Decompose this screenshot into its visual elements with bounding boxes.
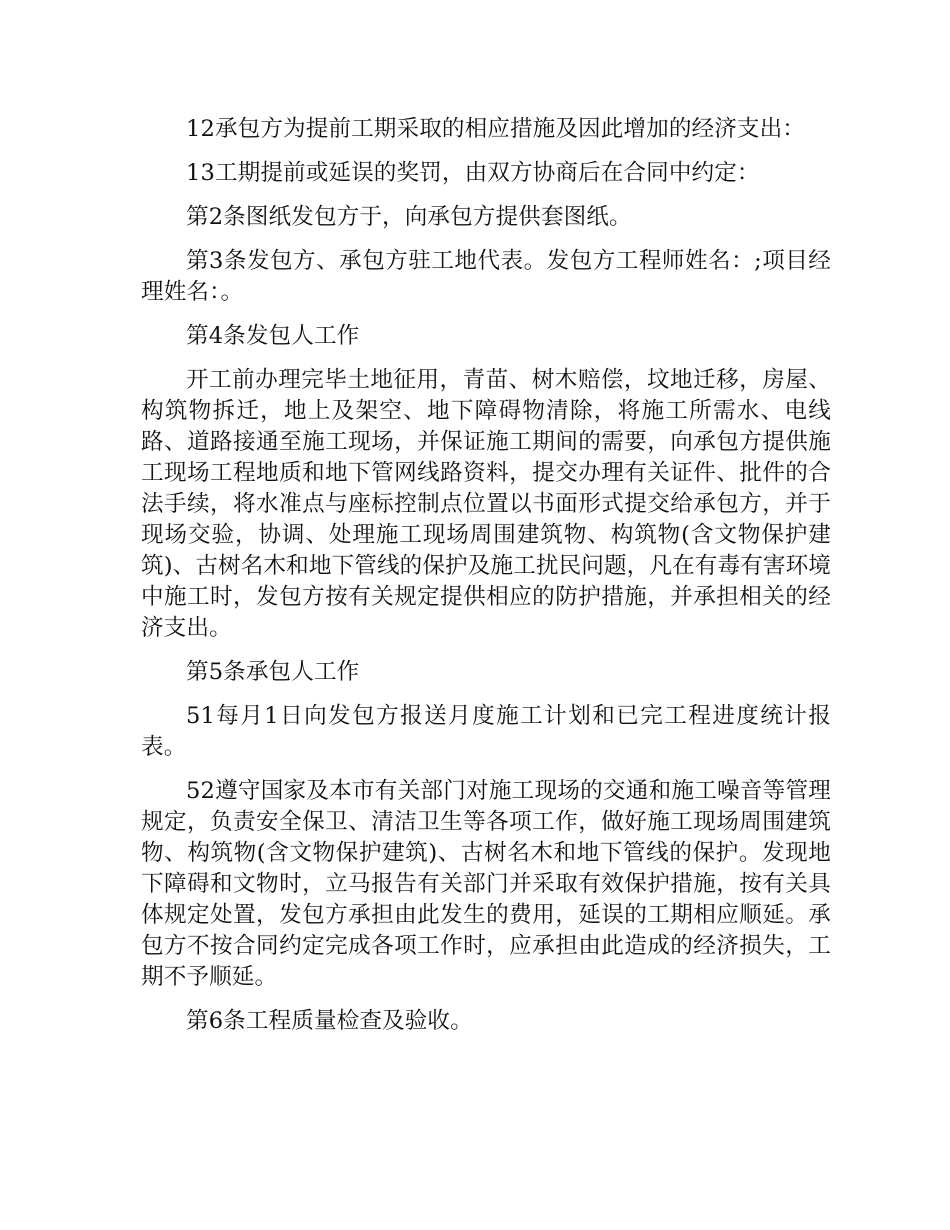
heading-article-5: 第5条承包人工作: [186, 659, 360, 685]
paragraph-13-penalty: 13工期提前或延误的奖罚，由双方协商后在合同中约定：: [186, 160, 760, 186]
paragraph-article-3: 第3条发包方、承包方驻工地代表。发包方工程师姓名：;项目经理姓名：。: [141, 248, 831, 305]
document-page: [141, 114, 831, 1050]
heading-article-4: 第4条发包人工作: [186, 323, 360, 349]
paragraph-52-regulations: 52遵守国家及本市有关部门对施工现场的交通和施工噪音等管理规定，负责安全保卫、清洁卫生等各项工作，做好施工现场周围建筑物、构筑物(含文物保护建筑)、古树名木和地下管线的保护。发现地下障碍和文物时，立马报告有关部门并采取有效保护措施，按有关具体规定处置，发包方承担由此发生的费用，延误的工期相应顺延。承包方不按合同约定完成各项工作时，应承担由此造成的经济损失，工期不予顺延。: [141, 778, 831, 990]
paragraph-article-4-body: 开工前办理完毕土地征用，青苗、树木赔偿，坟地迁移，房屋、构筑物拆迁，地上及架空、地下障碍物清除，将施工所需水、电线路、道路接通至施工现场，并保证施工期间的需要，向承包方提供施工现场工程地质和地下管网线路资料，提交办理有关证件、批件的合法手续，将水准点与座标控制点位置以书面形式提交给承包方，并于现场交验，协调、处理施工现场周围建筑物、构筑物(含文物保护建筑)、古树名木和地下管线的保护及施工扰民问题，凡在有毒有害环境中施工时，发包方按有关规定提供相应的防护措施，并承担相关的经济支出。: [141, 367, 831, 641]
paragraph-article-2: 第2条图纸发包方于，向承包方提供套图纸。: [186, 204, 632, 230]
paragraph-51-monthly-report: 51每月1日向发包方报送月度施工计划和已完工程进度统计报表。: [141, 703, 831, 760]
paragraph-12-measures: 12承包方为提前工期采取的相应措施及因此增加的经济支出：: [186, 116, 805, 142]
heading-article-6: 第6条工程质量检查及验收。: [186, 1008, 473, 1034]
